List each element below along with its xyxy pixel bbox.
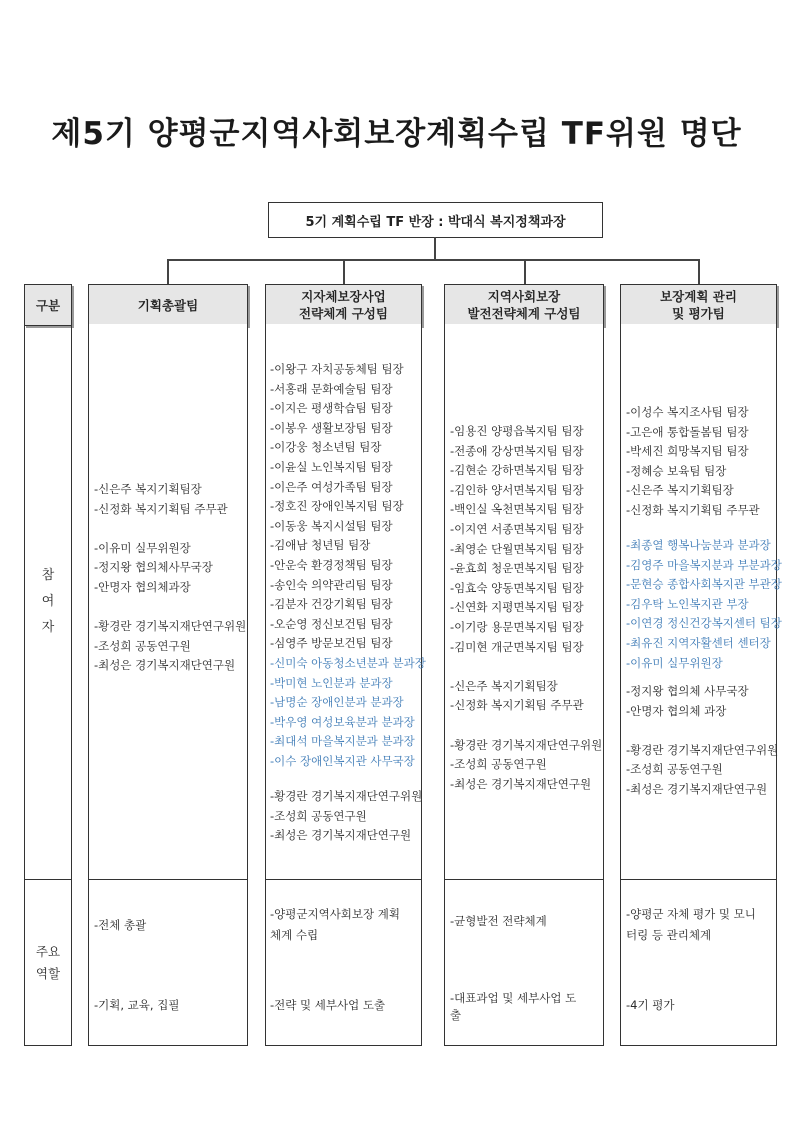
member: -황경란 경기복지재단연구위원 xyxy=(626,742,779,757)
role-planning-2: -기획, 교육, 집필 xyxy=(94,998,180,1012)
member: -안운숙 환경정책팀 팀장 xyxy=(270,557,393,572)
role-community-1: -균형발전 전략체계 xyxy=(450,914,547,928)
role-planning-1: -전체 총괄 xyxy=(94,918,147,932)
page-title: 제5기 양평군지역사회보장계획수립 TF위원 명단 xyxy=(51,116,742,152)
member-list-evaluation xyxy=(626,403,760,521)
member: -이강웅 청소년팀 팀장 xyxy=(270,440,382,455)
member: -김미현 개군면복지팀 팀장 xyxy=(450,639,584,654)
connector-team-2 xyxy=(343,259,345,284)
member: -이연경 정신건강복지센터 팀장 xyxy=(626,616,782,631)
participants-char-1: 참 xyxy=(41,567,55,583)
participants-char-3: 자 xyxy=(41,619,55,635)
team-header-planning xyxy=(88,284,248,326)
member-list-local-gov-research xyxy=(270,787,422,846)
member: -김현순 강하면복지팀 팀장 xyxy=(450,463,584,478)
member: -황경란 경기복지재단연구위원 xyxy=(450,737,603,752)
connector-horizontal xyxy=(167,259,699,261)
roles-label-line-1: 주요 xyxy=(35,943,61,959)
member: -김영주 마을복지분과 부분과장 xyxy=(626,557,782,572)
team-header-community-line-2: 발전전략체계 구성팀 xyxy=(467,306,581,321)
connector-team-1 xyxy=(167,259,169,284)
role-local-gov-3: -전략 및 세부사업 도출 xyxy=(270,998,386,1012)
member: -정지왕 협의체사무국장 xyxy=(94,560,213,575)
role-local-gov-1: -양평군지역사회보장 계획 xyxy=(270,907,401,921)
member-list-local-gov xyxy=(270,360,404,654)
member-spacer xyxy=(450,716,602,736)
team-roles-community xyxy=(444,879,604,1046)
team-header-community-line-1: 지역사회보장 xyxy=(487,289,561,304)
member: -이동웅 복지시설팀 팀장 xyxy=(270,518,393,533)
member: -최종열 행복나눔분과 분과장 xyxy=(626,538,771,552)
member: -정지왕 협의체 사무국장 xyxy=(626,684,749,698)
member: -김애남 청년팀 팀장 xyxy=(270,538,371,553)
team-header-evaluation xyxy=(620,284,777,326)
member: -이지연 서종면복지팀 팀장 xyxy=(450,521,584,536)
member: -이왕구 자치공동체팀 팀장 xyxy=(270,362,404,376)
member: -신연화 지평면복지팀 팀장 xyxy=(450,600,584,615)
participants-label xyxy=(24,324,72,880)
member: -이은주 여성가족팀 팀장 xyxy=(270,479,393,494)
member: -최성은 경기복지재단연구원 xyxy=(270,828,412,843)
member: -조성희 공동연구원 xyxy=(94,638,191,653)
member: -신정화 복지기획팀 주무관 xyxy=(94,501,228,516)
member: -이수 장애인복지관 사무국장 xyxy=(270,753,415,768)
member: -신은주 복지기획팀장 xyxy=(450,678,558,693)
member: -오순영 정신보건팀 팀장 xyxy=(270,616,393,631)
team-header-community xyxy=(444,284,604,326)
team-roles-planning xyxy=(88,879,248,1046)
member-list-planning xyxy=(94,480,246,676)
role-evaluation-3: -4기 평가 xyxy=(626,998,675,1012)
member: -송인숙 의약관리팀 팀장 xyxy=(270,577,393,592)
team-header-local-gov-line-1: 지자체보장사업 xyxy=(301,289,386,304)
member: -최대석 마을복지분과 분과장 xyxy=(270,734,415,749)
member: -임효숙 양동면복지팀 팀장 xyxy=(450,580,584,595)
member: -임용진 양평읍복지팀 팀장 xyxy=(450,424,584,438)
member-spacer xyxy=(626,721,778,741)
role-community-2: -대표과업 및 세부사업 도 xyxy=(450,991,577,1005)
member: -최성은 경기복지재단연구원 xyxy=(626,781,768,796)
member: -이성수 복지조사팀 팀장 xyxy=(626,405,749,419)
member: -최유진 지역자활센터 센터장 xyxy=(626,635,771,650)
member: -신은주 복지기획팀장 xyxy=(626,483,734,498)
team-header-evaluation-line-2: 및 평가팀 xyxy=(672,306,725,321)
participants-char-2: 여 xyxy=(41,593,55,609)
member: -박세진 희망복지팀 팀장 xyxy=(626,444,749,459)
member: -정호진 장애인복지팀 팀장 xyxy=(270,499,404,514)
member: -최영순 단월면복지팀 팀장 xyxy=(450,541,584,556)
role-evaluation-1: -양평군 자체 평가 및 모니 xyxy=(626,907,756,921)
member: -신정화 복지기획팀 주무관 xyxy=(626,502,760,517)
member: -정혜승 보육팀 팀장 xyxy=(626,463,727,478)
connector-team-4 xyxy=(698,259,700,284)
team-header-evaluation-line-1: 보장계획 관리 xyxy=(660,289,737,304)
member: -황경란 경기복지재단연구위원 xyxy=(94,619,247,634)
member: -조성희 공동연구원 xyxy=(450,757,547,772)
member: -고은애 통합돌봄팀 팀장 xyxy=(626,424,749,439)
member: -남명순 장애인분과 분과장 xyxy=(270,695,404,710)
member: -윤효희 청운면복지팀 팀장 xyxy=(450,561,584,576)
member: -이유미 실무위원장 xyxy=(94,540,191,555)
connector-vertical-main xyxy=(434,237,436,259)
roles-label-line-2: 역할 xyxy=(35,965,61,981)
member: -황경란 경기복지재단연구위원 xyxy=(270,789,423,803)
team-header-local-gov-line-2: 전략체계 구성팀 xyxy=(299,306,388,321)
role-community-3: 출 xyxy=(450,1008,462,1022)
member: -이기랑 용문면복지팀 팀장 xyxy=(450,619,584,634)
roles-label xyxy=(24,879,72,1046)
member-list-evaluation-council xyxy=(626,536,782,673)
member-list-community xyxy=(450,422,602,794)
member: -박미현 노인분과 분과장 xyxy=(270,675,393,690)
member: -최성은 경기복지재단연구원 xyxy=(450,776,592,791)
member: -박우영 여성보육분과 분과장 xyxy=(270,714,415,729)
tf-leader-box: 5기 계획수립 TF 반장 : 박대식 복지정책과장 xyxy=(268,202,603,238)
member: -최성은 경기복지재단연구원 xyxy=(94,658,236,673)
member: -김인하 양서면복지팀 팀장 xyxy=(450,482,584,497)
member: -이봉우 생활보장팀 팀장 xyxy=(270,420,393,435)
member: -신정화 복지기획팀 주무관 xyxy=(450,698,584,713)
member: -심영주 방문보건팀 팀장 xyxy=(270,636,393,651)
member: -신미숙 아동청소년분과 분과장 xyxy=(270,656,426,670)
member: -안명자 협의체 과장 xyxy=(626,703,727,718)
team-header-planning-label: 기획총괄팀 xyxy=(137,297,199,313)
member: -이지은 평생학습팀 팀장 xyxy=(270,401,393,416)
member: -이유미 실무위원장 xyxy=(626,655,723,670)
connector-team-3 xyxy=(524,259,526,284)
team-header-local-gov xyxy=(265,284,422,326)
role-evaluation-2: 터링 등 관리체계 xyxy=(626,928,712,942)
member: -문현승 종합사회복지관 부관장 xyxy=(626,577,782,592)
member-spacer xyxy=(94,519,246,539)
member: -조성희 공동연구원 xyxy=(270,808,367,823)
member: -전종애 강상면복지팀 팀장 xyxy=(450,443,584,458)
category-header: 구분 xyxy=(24,284,72,326)
member-spacer xyxy=(94,598,246,618)
member: -백인실 옥천면복지팀 팀장 xyxy=(450,502,584,517)
member-list-local-gov-council xyxy=(270,654,426,772)
member: -김우탁 노인복지관 부장 xyxy=(626,596,749,611)
member: -김분자 건강기획팀 팀장 xyxy=(270,597,393,612)
member: -안명자 협의체과장 xyxy=(94,579,191,594)
member: -조성희 공동연구원 xyxy=(626,762,723,777)
member: -서홍래 문화예술팀 팀장 xyxy=(270,381,393,396)
member-spacer xyxy=(450,657,602,677)
role-local-gov-2: 체계 수립 xyxy=(270,928,319,942)
member: -이윤실 노인복지팀 팀장 xyxy=(270,459,393,474)
member-list-evaluation-tail xyxy=(626,682,778,800)
member: -신은주 복지기획팀장 xyxy=(94,482,202,496)
